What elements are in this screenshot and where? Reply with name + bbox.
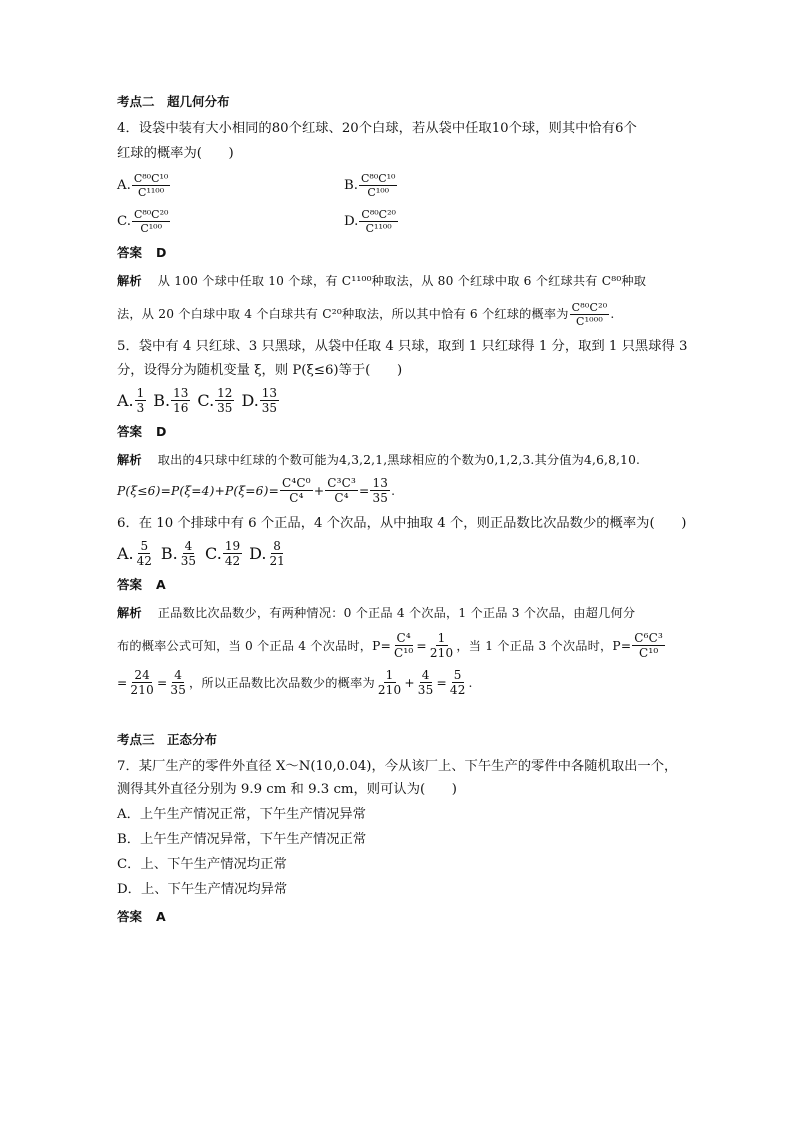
section-heading-normal-distribution: 考点三 正态分布 bbox=[117, 732, 218, 747]
q4-option-d[interactable]: D. $\frac{\text{C⁸⁰C²⁰}}{\text{C¹¹⁰⁰}}$ bbox=[344, 207, 396, 235]
q5-option-d[interactable]: D. $\frac{13}{35}$ bbox=[241, 385, 278, 415]
q7-option-b[interactable]: B．上午生产情况异常，下午生产情况正常 bbox=[117, 832, 367, 847]
q4-answer: 答案 D bbox=[117, 245, 167, 260]
q4-option-c[interactable]: C. $\frac{\text{C⁸⁰C²⁰}}{\text{C¹⁰⁰}}$ bbox=[117, 207, 169, 235]
q7-option-c[interactable]: C．上、下午生产情况均正常 bbox=[117, 857, 287, 872]
q4-solution-fraction: $\frac{\text{C⁸⁰C²⁰}}{\text{C¹⁰⁰⁰}}$ bbox=[571, 301, 608, 328]
q4-solution-line1: 解析 从 100 个球中任取 10 个球，有 C¹¹⁰⁰种取法，从 80 个红球中取 6 个红球共有 C⁸⁰种取 bbox=[117, 274, 647, 288]
q6-option-c[interactable]: C. $\frac{19}{42}$ bbox=[205, 538, 241, 568]
q4-option-d-fraction: $\frac{\text{C⁸⁰C²⁰}}{\text{C¹¹⁰⁰}}$ bbox=[361, 207, 396, 235]
q4-solution-line2: 法，从 20 个白球中取 4 个白球共有 C²⁰种取法，所以其中恰有 6 个红球的概率为 $\frac{\text{C⁸⁰C²⁰}}{\text{C¹⁰⁰⁰}}$ . bbox=[117, 301, 615, 328]
q4-options-row2 bbox=[117, 203, 682, 239]
q5-option-c[interactable]: C. $\frac{12}{35}$ bbox=[197, 385, 233, 415]
q7-answer: 答案 A bbox=[117, 909, 166, 924]
q7-stem-line1: 7．某厂生产的零件外直径 X～N(10,0.04)，今从该厂上、下午生产的零件中各随机取出一个， bbox=[117, 759, 678, 774]
q6-answer: 答案 A bbox=[117, 577, 166, 592]
q4-stem-line2: 红球的概率为( ) bbox=[117, 146, 234, 161]
q5-stem-line2: 分，设得分为随机变量 ξ，则 P(ξ≤6)等于( ) bbox=[117, 363, 403, 378]
q5-option-a[interactable]: A. $\frac{1}{3}$ bbox=[117, 385, 145, 415]
q4-option-b-fraction: $\frac{\text{C⁸⁰C¹⁰}}{\text{C¹⁰⁰}}$ bbox=[361, 171, 396, 199]
q6-option-d[interactable]: D. $\frac{8}{21}$ bbox=[249, 538, 285, 568]
q5-stem-line1: 5．袋中有 4 只红球、3 只黑球，从袋中任取 4 只球，取到 1 只红球得 1 分，取到 1 只黑球得 3 bbox=[117, 339, 688, 354]
q6-option-a[interactable]: A. $\frac{5}{42}$ bbox=[117, 538, 152, 568]
q6-options bbox=[117, 535, 682, 571]
q6-answer-value: A bbox=[156, 577, 166, 592]
q5-answer: 答案 D bbox=[117, 424, 167, 439]
q6-option-b[interactable]: B. $\frac{4}{35}$ bbox=[160, 538, 197, 568]
q5-option-b[interactable]: B. $\frac{13}{16}$ bbox=[153, 385, 189, 415]
q7-stem-line2: 测得其外直径分别为 9.9 cm 和 9.3 cm，则可认为( ) bbox=[117, 782, 457, 797]
q4-option-c-fraction: $\frac{\text{C⁸⁰C²⁰}}{\text{C¹⁰⁰}}$ bbox=[133, 207, 169, 235]
q5-solution-equation: P(ξ≤6)=P(ξ=4)+P(ξ=6)= $\frac{\text{C⁴C⁰}}{\text{C⁴}}$ + $\frac{\text{C³C³}}{\text{C⁴}}$ = $\frac{13}{35}$ . bbox=[117, 476, 396, 505]
q6-solution-line1: 解析 正品数比次品数少，有两种情况：0 个正品 4 个次品，1 个正品 3 个次品，由超几何分 bbox=[117, 606, 636, 620]
q7-option-d[interactable]: D．上、下午生产情况均异常 bbox=[117, 882, 288, 897]
q7-answer-value: A bbox=[156, 909, 166, 924]
q5-solution-line1: 解析 取出的4只球中红球的个数可能为4,3,2,1,黑球相应的个数为0,1,2,3.其分值为4,6,8,10. bbox=[117, 453, 641, 467]
q5-options bbox=[117, 382, 682, 418]
q7-option-a[interactable]: A．上午生产情况正常，下午生产情况异常 bbox=[117, 807, 366, 822]
q4-option-b[interactable]: B. $\frac{\text{C⁸⁰C¹⁰}}{\text{C¹⁰⁰}}$ bbox=[344, 171, 396, 199]
q4-option-a[interactable]: A. $\frac{\text{C⁸⁰C¹⁰}}{\text{C¹¹⁰⁰}}$ bbox=[117, 171, 169, 199]
q4-options-row1 bbox=[117, 167, 682, 203]
q4-option-a-fraction: $\frac{\text{C⁸⁰C¹⁰}}{\text{C¹¹⁰⁰}}$ bbox=[133, 171, 169, 199]
section-heading-hypergeometric: 考点二 超几何分布 bbox=[117, 94, 230, 109]
q4-stem-line1: 4．设袋中装有大小相同的80个红球、20个白球，若从袋中任取10个球，则其中恰有6个 bbox=[117, 121, 637, 136]
document-page bbox=[117, 92, 688, 926]
q4-answer-value: D bbox=[156, 245, 167, 260]
q5-answer-value: D bbox=[156, 424, 167, 439]
q6-solution-line2: 布的概率公式可知，当 0 个正品 4 个次品时，P= $\frac{\text{C⁴}}{\text{C¹⁰}}$ = $\frac{1}{210}$ ，当 1 个正品 3 个次品时，P= $\frac{\text{C⁶C³}}{\text{C¹⁰}}$ bbox=[117, 631, 664, 660]
q6-solution-line3: = $\frac{24}{210}$ = $\frac{4}{35}$ ，所以正品数比次品数少的概率为 $\frac{1}{210}$ + $\frac{4}{35}$ = $\frac{5}{42}$ . bbox=[117, 668, 473, 697]
q6-stem: 6．在 10 个排球中有 6 个正品，4 个次品，从中抽取 4 个，则正品数比次品数少的概率为( ) bbox=[117, 516, 687, 531]
